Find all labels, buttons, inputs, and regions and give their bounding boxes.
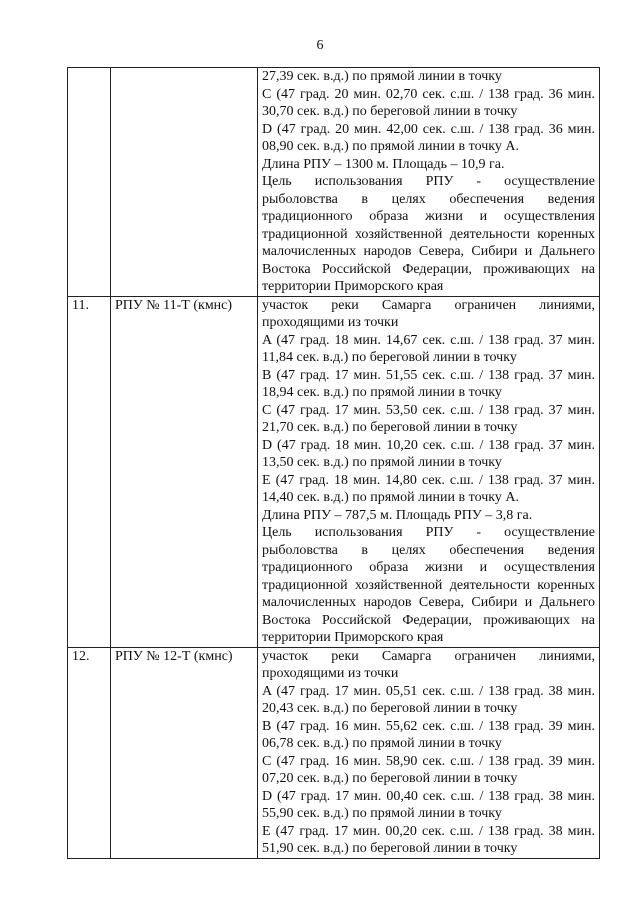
table-row [68, 68, 600, 297]
description-line: 08,90 сек. в.д.) по прямой линии в точку А. [262, 139, 519, 154]
description-line: проходящими из точки [262, 315, 399, 330]
description-line: 18,94 сек. в.д.) по прямой линии в точку [262, 385, 502, 400]
description-line: Цель использования РПУ - осуществление [262, 174, 595, 189]
description-line: 20,43 сек. в.д.) по береговой линии в точку [262, 701, 518, 716]
description-line: участок реки Самарга ограничен линиями, [262, 648, 595, 664]
description-line: традиционной хозяйственной деятельности коренных [262, 226, 595, 242]
description-line: Длина РПУ – 787,5 м. Площадь РПУ – 3,8 га. [262, 507, 533, 523]
description-line: традиционного образа жизни и осуществления [262, 209, 595, 224]
description-line: традиционного образа жизни и осуществления [262, 560, 595, 575]
description-line: C (47 град. 20 мин. 02,70 сек. с.ш. / 138 град. 36 мин. [262, 86, 595, 102]
description-line: C (47 град. 17 мин. 53,50 сек. с.ш. / 138 град. 37 мин. [262, 402, 595, 418]
row-number-cell [68, 68, 111, 297]
description-line: проходящими из точки [262, 666, 399, 681]
fishing-areas-table [67, 67, 600, 859]
description-line: E (47 град. 17 мин. 00,20 сек. с.ш. / 138 град. 38 мин. [262, 823, 595, 839]
description-line: 55,90 сек. в.д.) по прямой линии в точку [262, 806, 502, 821]
description-line: 21,70 сек. в.д.) по береговой линии в точку [262, 420, 518, 435]
table-row [68, 647, 600, 858]
description-line: 14,40 сек. в.д.) по прямой линии в точку А. [262, 490, 519, 505]
description-line: 06,78 сек. в.д.) по прямой линии в точку [262, 736, 502, 751]
description-line: рыболовства в целях обеспечения ведения [262, 191, 595, 207]
row-number-cell: 12. [68, 647, 111, 858]
description-line: Длина РПУ – 1300 м. Площадь – 10,9 га. [262, 156, 505, 172]
description-line: A (47 град. 17 мин. 05,51 сек. с.ш. / 138 град. 38 мин. [262, 683, 595, 699]
description-line: 11,84 сек. в.д.) по береговой линии в точку [262, 350, 517, 365]
description-line: C (47 град. 16 мин. 58,90 сек. с.ш. / 138 град. 39 мин. [262, 753, 595, 769]
description-line: рыболовства в целях обеспечения ведения [262, 542, 595, 558]
description-line: малочисленных народов Севера, Сибири и Дальнего [262, 595, 595, 610]
description-line: Востока Российской Федерации, проживающих на [262, 261, 595, 277]
area-description-cell [258, 296, 600, 647]
description-line: D (47 град. 18 мин. 10,20 сек. с.ш. / 138 град. 37 мин. [262, 437, 595, 453]
description-line: B (47 град. 16 мин. 55,62 сек. с.ш. / 138 град. 39 мин. [262, 718, 595, 734]
description-line: 51,90 сек. в.д.) по береговой линии в точку [262, 841, 518, 856]
description-line: территории Приморского края [262, 279, 444, 294]
description-line: 30,70 сек. в.д.) по береговой линии в точку [262, 104, 518, 119]
description-line: Востока Российской Федерации, проживающих на [262, 612, 595, 628]
description-line: E (47 град. 18 мин. 14,80 сек. с.ш. / 138 град. 37 мин. [262, 472, 595, 488]
area-name-cell [111, 68, 258, 297]
area-description-cell [258, 68, 600, 297]
area-name-cell: РПУ № 12-Т (кмнс) [111, 647, 258, 858]
row-number-cell: 11. [68, 296, 111, 647]
area-name-cell: РПУ № 11-Т (кмнс) [111, 296, 258, 647]
description-line: D (47 град. 17 мин. 00,40 сек. с.ш. / 138 град. 38 мин. [262, 788, 595, 804]
table-row [68, 296, 600, 647]
description-line: A (47 град. 18 мин. 14,67 сек. с.ш. / 138 град. 37 мин. [262, 332, 595, 348]
description-line: 27,39 сек. в.д.) по прямой линии в точку [262, 69, 502, 84]
description-line: 13,50 сек. в.д.) по прямой линии в точку [262, 455, 502, 470]
description-line: участок реки Самарга ограничен линиями, [262, 297, 595, 313]
description-line: D (47 град. 20 мин. 42,00 сек. с.ш. / 138 град. 36 мин. [262, 121, 595, 137]
description-line: малочисленных народов Севера, Сибири и Дальнего [262, 244, 595, 259]
description-line: B (47 град. 17 мин. 51,55 сек. с.ш. / 138 град. 37 мин. [262, 367, 595, 383]
description-line: Цель использования РПУ - осуществление [262, 525, 595, 540]
description-line: территории Приморского края [262, 630, 444, 645]
description-line: традиционной хозяйственной деятельности коренных [262, 577, 595, 593]
description-line: 07,20 сек. в.д.) по береговой линии в точку [262, 771, 518, 786]
area-description-cell [258, 647, 600, 858]
page-number: 6 [316, 38, 324, 53]
